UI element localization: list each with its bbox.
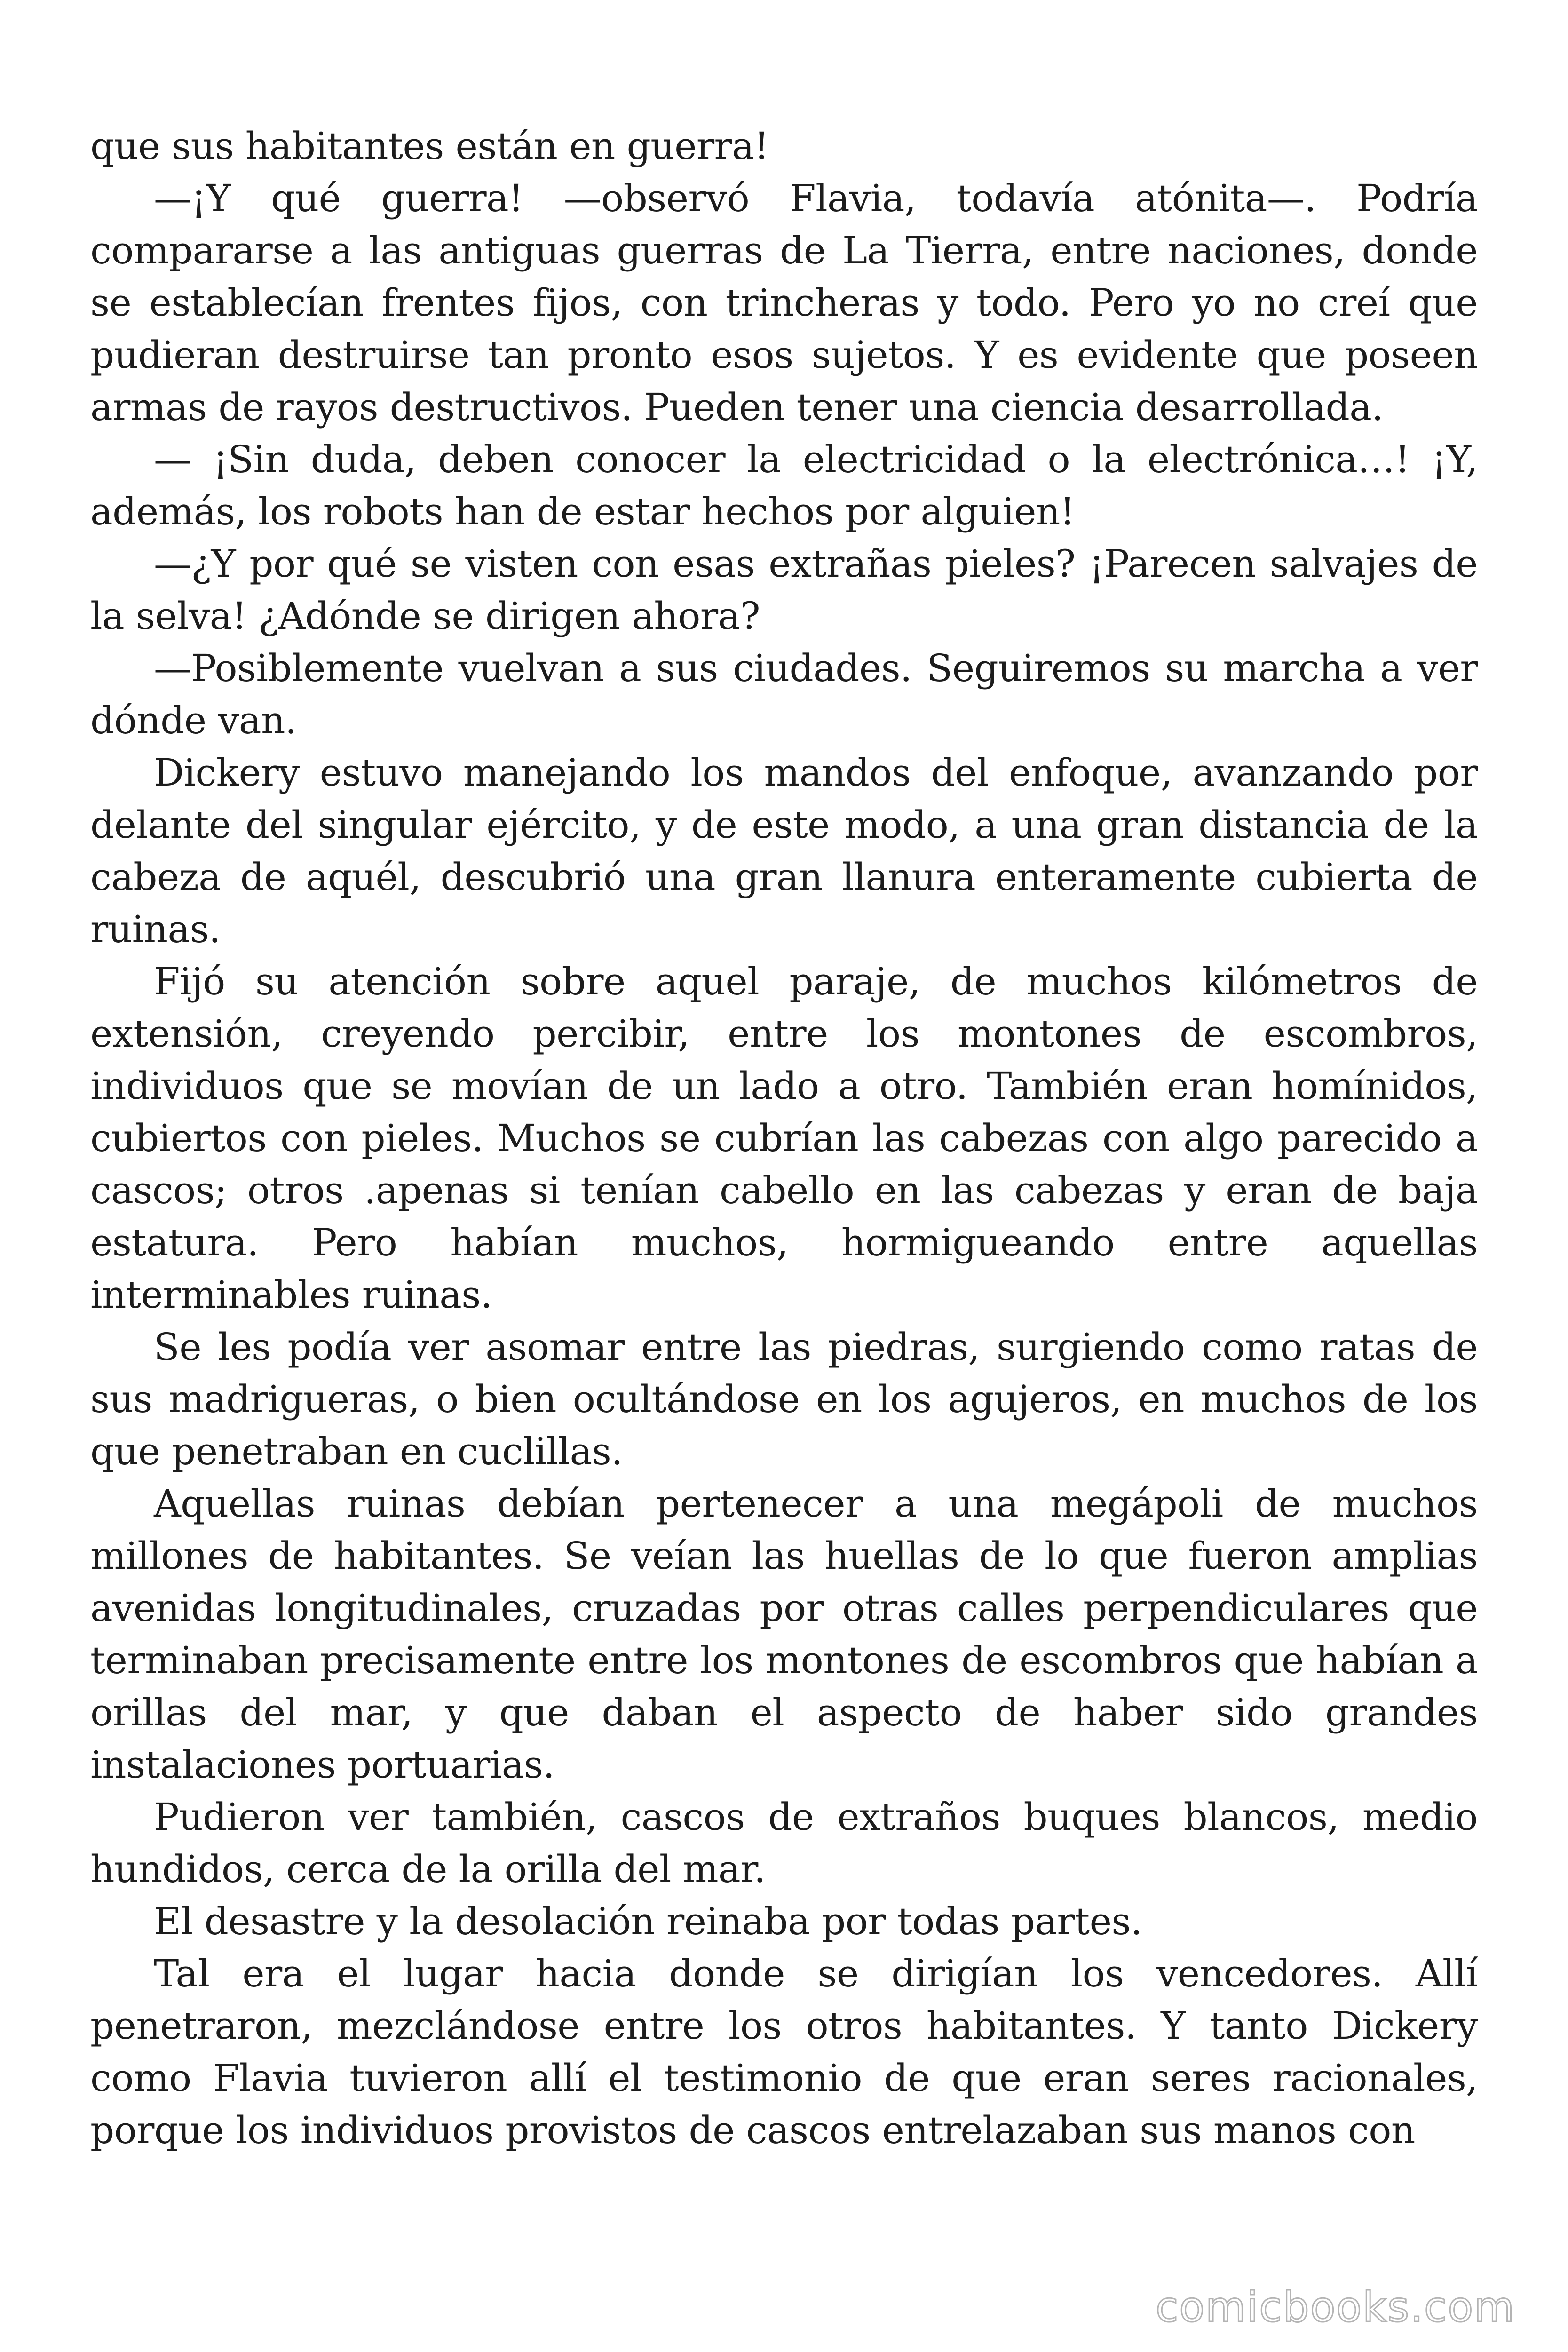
paragraph-10: Pudieron ver también, cascos de extraños buques blancos, medio hundidos, cerca de la orilla del mar. xyxy=(90,1795,1478,1891)
paragraph-4: —¿Y por qué se visten con esas extrañas pieles? ¡Parecen salvajes de la selva! ¿Adónde se dirigen ahora? xyxy=(90,542,1478,638)
paragraph-1: que sus habitantes están en guerra! xyxy=(90,124,769,168)
paragraph-9: Aquellas ruinas debían pertenecer a una megápoli de muchos millones de habitantes. Se veían las huellas de lo que fueron amplias avenidas longitudinales, cruzadas por otras calles perpendiculares que terminaban precisamente entre los montones de escombros que habían a orillas del mar, y que daban el aspecto de haber sido grandes instalaciones portuarias. xyxy=(90,1482,1478,1787)
paragraph-7: Fijó su atención sobre aquel paraje, de muchos kilómetros de extensión, creyendo percibir, entre los montones de escombros, individuos que se movían de un lado a otro. También eran homínidos, cubiertos con pieles. Muchos se cubrían las cabezas con algo parecido a cascos; otros .apenas si tenían cabello en las cabezas y eran de baja estatura. Pero habían muchos, hormigueando entre aquellas interminables ruinas. xyxy=(90,960,1478,1317)
paragraph-6: Dickery estuvo manejando los mandos del enfoque, avanzando por delante del singular ejército, y de este modo, a una gran distancia de la cabeza de aquél, descubrió una gran llanura enteramente cubierta de ruinas. xyxy=(90,751,1478,951)
page-body xyxy=(90,120,1478,2156)
paragraph-11: El desastre y la desolación reinaba por todas partes. xyxy=(154,1899,1142,1943)
paragraph-5: —Posiblemente vuelvan a sus ciudades. Seguiremos su marcha a ver dónde van. xyxy=(90,646,1478,742)
watermark: comicbooks.com xyxy=(1155,2283,1515,2331)
paragraph-8: Se les podía ver asomar entre las piedras, surgiendo como ratas de sus madrigueras, o bien ocultándose en los agujeros, en muchos de los que penetraban en cuclillas. xyxy=(90,1325,1478,1473)
paragraph-2: —¡Y qué guerra! —observó Flavia, todavía atónita—. Podría compararse a las antiguas guerras de La Tierra, entre naciones, donde se establecían frentes fijos, con trincheras y todo. Pero yo no creí que pudieran destruirse tan pronto esos sujetos. Y es evidente que poseen armas de rayos destructivos. Pueden tener una ciencia desarrollada. xyxy=(90,176,1478,429)
paragraph-3: — ¡Sin duda, deben conocer la electricidad o la electrónica…! ¡Y, además, los robots han de estar hechos por alguien! xyxy=(90,437,1478,533)
paragraph-12: Tal era el lugar hacia donde se dirigían los vencedores. Allí penetraron, mezclándose entre los otros habitantes. Y tanto Dickery como Flavia tuvieron allí el testimonio de que eran seres racionales, porque los individuos provistos de cascos entrelazaban sus manos con xyxy=(90,1952,1478,2152)
